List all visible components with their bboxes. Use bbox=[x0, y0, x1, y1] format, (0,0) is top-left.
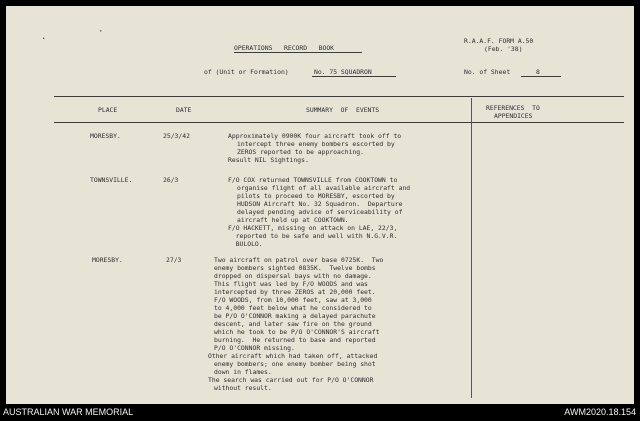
summary-line: to 4,000 feet below what he considered to bbox=[214, 304, 372, 312]
table-top-rule bbox=[54, 96, 624, 97]
summary-line: down in flames. bbox=[214, 368, 272, 376]
summary-line: be P/O O'CONNOR making a delayed parachute bbox=[214, 312, 376, 320]
summary-line: F/O COX returned TOWNSVILLE from COOKTOWN to bbox=[228, 176, 398, 184]
summary-line: F/O WOODS, from 10,000 feet, saw at 3,000 bbox=[214, 296, 372, 304]
summary-line: Result NIL Sightings. bbox=[228, 156, 309, 164]
unit-underline bbox=[312, 76, 396, 77]
summary-line: F/O HACKETT, missing on attack on LAE, 22/3, bbox=[228, 224, 398, 232]
summary-line: pilots to proceed to MORESBY, escorted by bbox=[237, 192, 395, 200]
form-number: R.A.A.F. FORM A.50 bbox=[464, 37, 534, 45]
summary-line: Approximately 0900K four aircraft took off to bbox=[228, 132, 402, 140]
column-place: PLACE bbox=[98, 106, 118, 114]
entry-place: TOWNSVILLE. bbox=[90, 176, 133, 184]
summary-line: P/O O'CONNOR missing. bbox=[214, 344, 295, 352]
summary-line: enemy bombers; one enemy bomber being shot bbox=[214, 360, 376, 368]
summary-line: organise flight of all available aircraft and bbox=[237, 184, 411, 192]
summary-line: BULOLO. bbox=[228, 240, 263, 248]
references-column-divider bbox=[471, 98, 472, 398]
entry-date: 25/3/42 bbox=[163, 132, 190, 140]
summary-line: dropped on dispersal bays with no damage. bbox=[214, 272, 372, 280]
summary-line: The search was carried out for P/O O'CONNOR bbox=[208, 376, 374, 384]
archive-reference: AWM2020.18.154 bbox=[564, 407, 636, 417]
form-date: (Feb. '38) bbox=[484, 45, 523, 53]
summary-line: ZEROS reported to be approaching. bbox=[237, 148, 364, 156]
column-references: REFERENCES TO bbox=[486, 104, 540, 112]
summary-line: which he took to be P/O O'CONNOR'S aircraft bbox=[214, 328, 380, 336]
column-summary: SUMMARY OF EVENTS bbox=[306, 106, 380, 114]
sheet-label: No. of Sheet bbox=[464, 68, 511, 76]
table-header-rule bbox=[54, 122, 624, 123]
summary-line: This flight was led by F/O WOODS and was bbox=[214, 280, 368, 288]
summary-line: Other aircraft which had taken off, attacked bbox=[208, 352, 378, 360]
title-underline bbox=[234, 52, 362, 53]
unit-name: No. 75 SQUADRON bbox=[314, 68, 372, 76]
entry-date: 26/3 bbox=[163, 176, 179, 184]
unit-prefix: of (Unit or Formation) bbox=[204, 68, 289, 76]
summary-line: reported to be safe and well with N.G.V.R. bbox=[228, 232, 398, 240]
summary-line: descent, and later saw fire on the ground bbox=[214, 320, 372, 328]
summary-line: burning. He returned to base and reported bbox=[214, 336, 376, 344]
entry-summary bbox=[228, 176, 411, 248]
summary-line: intercepted by three ZEROS at 20,000 feet. bbox=[214, 288, 376, 296]
punch-mark: · bbox=[98, 27, 104, 37]
summary-line: enemy bombers sighted 0835K. Twelve bombs bbox=[214, 264, 376, 272]
archive-footer bbox=[0, 404, 640, 421]
entry-place: MORESBY. bbox=[92, 256, 123, 264]
summary-line: HUDSON Aircraft No. 32 Squadron. Departure bbox=[237, 200, 403, 208]
entry-date: 27/3 bbox=[166, 256, 182, 264]
summary-line: intercept three enemy bombers escorted by bbox=[237, 140, 395, 148]
summary-line: aircraft held up at COOKTOWN. bbox=[237, 216, 349, 224]
document-page bbox=[6, 6, 634, 404]
summary-line: Two aircraft on patrol over base 0725K. Two bbox=[214, 256, 384, 264]
sheet-number: 8 bbox=[536, 68, 540, 76]
institution-name: AUSTRALIAN WAR MEMORIAL bbox=[3, 407, 134, 417]
page-title: OPERATIONS RECORD BOOK bbox=[234, 44, 335, 52]
punch-mark: . bbox=[41, 32, 47, 42]
sheet-underline bbox=[521, 76, 561, 77]
entry-place: MORESBY. bbox=[90, 132, 121, 140]
summary-line: delayed pending advice of serviceability of bbox=[237, 208, 403, 216]
summary-line: without result. bbox=[214, 384, 272, 392]
entry-summary bbox=[208, 256, 384, 392]
column-appendices: APPENDICES bbox=[494, 112, 533, 120]
entry-summary bbox=[228, 132, 401, 164]
column-date: DATE bbox=[176, 106, 192, 114]
